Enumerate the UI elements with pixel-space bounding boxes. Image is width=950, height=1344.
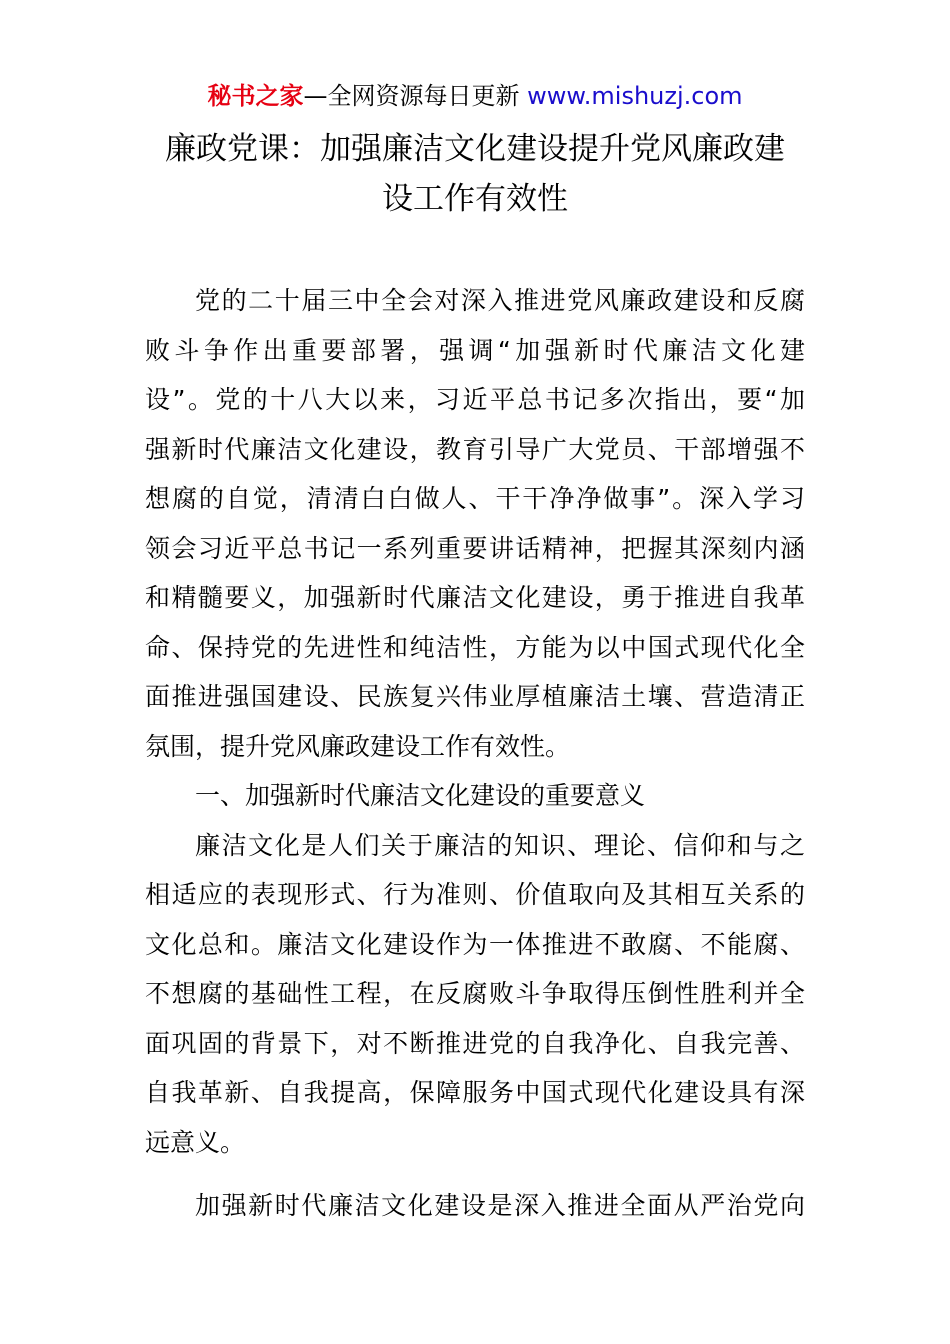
paragraph-line: 自我革新、自我提高，保障服务中国式现代化建设具有深	[145, 1078, 805, 1107]
paragraph-line: 加强新时代廉洁文化建设是深入推进全面从严治党向	[195, 1191, 805, 1220]
paragraph-line: 设”。党的十八大以来，习近平总书记多次指出，要“加	[145, 385, 805, 414]
header-slogan: —全网资源每日更新	[303, 82, 520, 110]
paragraph-line: 强新时代廉洁文化建设，教育引导广大党员、干部增强不	[145, 434, 805, 464]
paragraph-line: 面巩固的背景下，对不断推进党的自我净化、自我完善、	[145, 1028, 805, 1058]
paragraph	[145, 276, 805, 771]
paragraph-line: 相适应的表现形式、行为准则、价值取向及其相互关系的	[145, 880, 805, 909]
paragraph-line: 想腐的自觉，清清白白做人、干干净净做事”。深入学习	[145, 484, 805, 513]
site-header	[0, 80, 950, 112]
paragraph-spacer	[145, 1167, 805, 1181]
section-heading-text: 一、加强新时代廉洁文化建设的重要意义	[195, 781, 646, 810]
paragraph-line: 远意义。	[145, 1127, 246, 1157]
title-line-2: 设工作有效性	[382, 181, 568, 217]
brand-name: 秘书之家	[207, 82, 304, 110]
paragraph-line: 败斗争作出重要部署，强调“加强新时代廉洁文化建	[145, 335, 805, 365]
document-title	[145, 124, 805, 224]
section-heading	[145, 771, 805, 821]
paragraph-line: 不想腐的基础性工程，在反腐败斗争取得压倒性胜利并全	[145, 979, 805, 1008]
website-link[interactable]: www.mishuzj.com	[527, 82, 743, 110]
paragraph-line: 党的二十届三中全会对深入推进党风廉政建设和反腐	[195, 286, 805, 315]
paragraph-line: 文化总和。廉洁文化建设作为一体推进不敢腐、不能腐、	[145, 929, 805, 959]
document-body	[145, 276, 805, 1231]
paragraph-line: 领会习近平总书记一系列重要讲话精神，把握其深刻内涵	[145, 533, 805, 563]
paragraph	[145, 821, 805, 1168]
paragraph-line: 命、保持党的先进性和纯洁性，方能为以中国式现代化全	[145, 632, 805, 662]
paragraph-line: 和精髓要义，加强新时代廉洁文化建设，勇于推进自我革	[145, 583, 805, 612]
paragraph-line: 面推进强国建设、民族复兴伟业厚植廉洁土壤、营造清正	[145, 682, 805, 711]
paragraph	[145, 1181, 805, 1231]
paragraph-line: 氛围，提升党风廉政建设工作有效性。	[145, 731, 571, 761]
title-line-1: 廉政党课：加强廉洁文化建设提升党风廉政建	[165, 131, 785, 167]
paragraph-line: 廉洁文化是人们关于廉洁的知识、理论、信仰和与之	[195, 830, 805, 860]
